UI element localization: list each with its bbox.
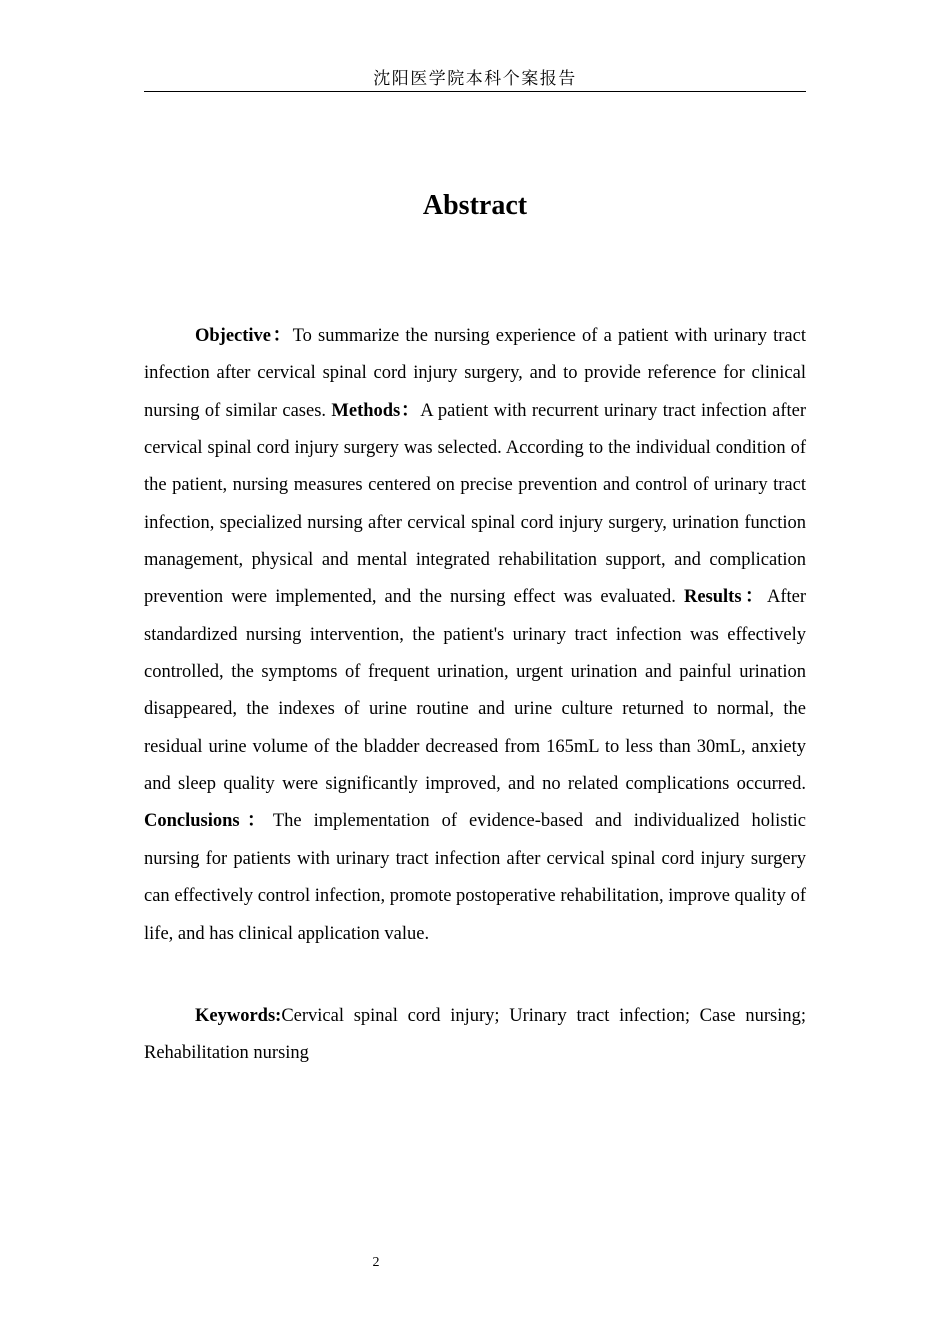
objective-text: To summarize the nursing experience of a patient with urinary tract infection after cervical spinal cord injury surgery, and to provide reference for clinical nursing of similar cases.	[144, 326, 806, 421]
conclusions-text: The implementation of evidence-based and individualized holistic nursing for patients with urinary tract infection after cervical spinal cord injury surgery can effectively control infection, promote postoperative rehabilitation, improve quality of life, and has clinical application value.	[144, 811, 806, 944]
results-separator: ：	[741, 587, 767, 608]
header-rule	[144, 91, 806, 92]
keywords-label: Keywords:	[195, 1006, 282, 1026]
keywords-text: Cervical spinal cord injury; Urinary tract infection; Case nursing; Rehabilitation nursing	[144, 1006, 806, 1064]
conclusions-label: Conclusions	[144, 811, 240, 832]
conclusions-separator: ：	[239, 811, 273, 832]
objective-label: Objective	[195, 326, 272, 346]
methods-separator: ：	[400, 400, 421, 421]
results-text: After standardized nursing intervention, the patient's urinary tract infection was effectively controlled, the symptoms of frequent urination, urgent urination and painful urination disappeared, the indexes of urine routine and urine culture returned to normal, the residual urine volume of the bladder decreased from 165mL to less than 30mL, anxiety and sleep quality were significantly improved, and no related complications occurred.	[144, 587, 806, 795]
abstract-paragraph	[144, 318, 806, 953]
methods-label: Methods	[331, 400, 401, 421]
objective-separator: ：	[271, 326, 293, 346]
running-header: 沈阳医学院本科个案报告	[373, 69, 577, 89]
results-label: Results	[683, 587, 742, 608]
methods-text: A patient with recurrent urinary tract infection after cervical spinal cord injury surgery was selected. According to the individual condition of the patient, nursing measures centered on precise prevention and control of urinary tract infection, specialized nursing after cervical spinal cord injury surgery, urination function management, physical and mental integrated rehabilitation support, and complication prevention were implemented, and the nursing effect was evaluated.	[144, 400, 806, 608]
page-number: 2	[372, 1255, 380, 1270]
page-title: Abstract	[422, 190, 528, 221]
keywords-paragraph	[144, 998, 806, 1073]
